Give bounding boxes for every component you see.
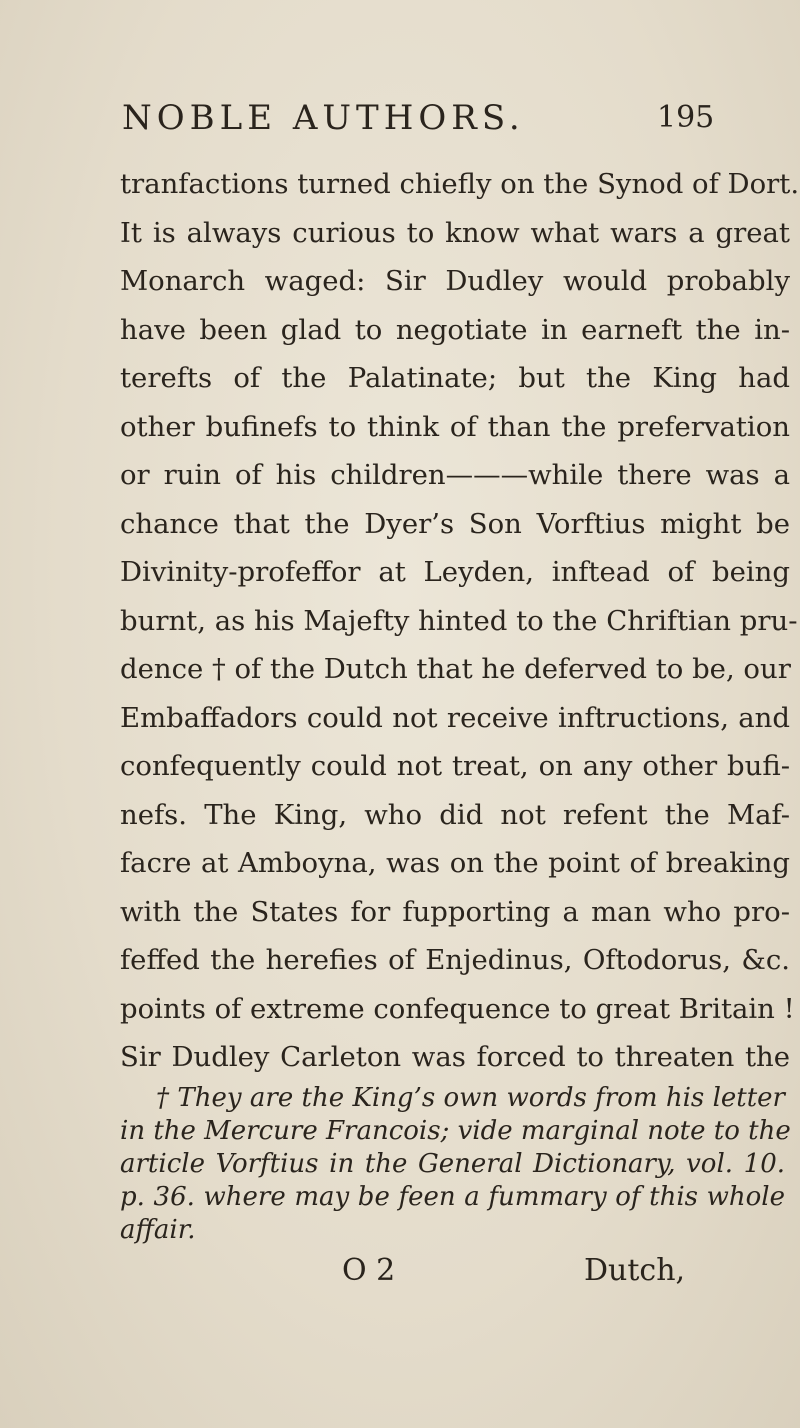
page-header [0, 98, 800, 148]
text-line: or ruin of his children———while there was a [120, 459, 790, 491]
text-line: Monarch waged: Sir Dudley would probably [120, 265, 790, 297]
footnote-line: article Vorftius in the General Dictionary, vol. 10. [120, 1149, 785, 1179]
body-text [120, 160, 800, 1082]
text-line: feffed the herefies of Enjedinus, Oftodorus, &c. [120, 944, 790, 976]
text-line: Embaffadors could not receive inftructions, and [120, 701, 790, 734]
signature-mark: O 2 [342, 1253, 396, 1288]
text-line: with the States for fupporting a man who pro- [120, 895, 790, 928]
footnote-line: in the Mercure Francois; vide marginal note to the [120, 1116, 791, 1146]
running-head: NOBLE AUTHORS. [122, 98, 525, 138]
text-line: points of extreme confequence to great Britain ! [120, 992, 795, 1025]
text-line: It is always curious to know what wars a great [120, 216, 790, 249]
catchword: Dutch, [584, 1253, 686, 1288]
text-line: terefts of the Palatinate; but the King had [120, 362, 790, 394]
text-line: chance that the Dyer’s Son Vorftius might be [120, 507, 790, 540]
text-line: nefs. The King, who did not refent the Maf- [120, 798, 790, 831]
text-line: Sir Dudley Carleton was forced to threaten the [120, 1041, 790, 1073]
page-footer [0, 1253, 800, 1293]
page-number: 195 [657, 100, 715, 135]
text-line: tranfactions turned chiefly on the Synod of Dort. [120, 168, 800, 200]
text-line: Divinity-profeffor at Leyden, inftead of being [120, 556, 790, 588]
text-line: facre at Amboyna, was on the point of breaking [120, 847, 790, 879]
text-line: burnt, as his Majefty hinted to the Chriftian pru- [120, 604, 798, 637]
text-line: confequently could not treat, on any other bufi- [120, 750, 790, 782]
footnote-line: p. 36. where may be feen a fummary of this whole [120, 1182, 785, 1212]
footnote [120, 1082, 791, 1247]
footnote-line: † They are the King’s own words from his letter [156, 1083, 785, 1113]
text-line: have been glad to negotiate in earneft the in- [120, 313, 790, 346]
text-line: other bufinefs to think of than the prefervation [120, 410, 790, 443]
footnote-line: affair. [120, 1215, 196, 1245]
text-line: dence † of the Dutch that he deferved to be, our [120, 653, 791, 685]
